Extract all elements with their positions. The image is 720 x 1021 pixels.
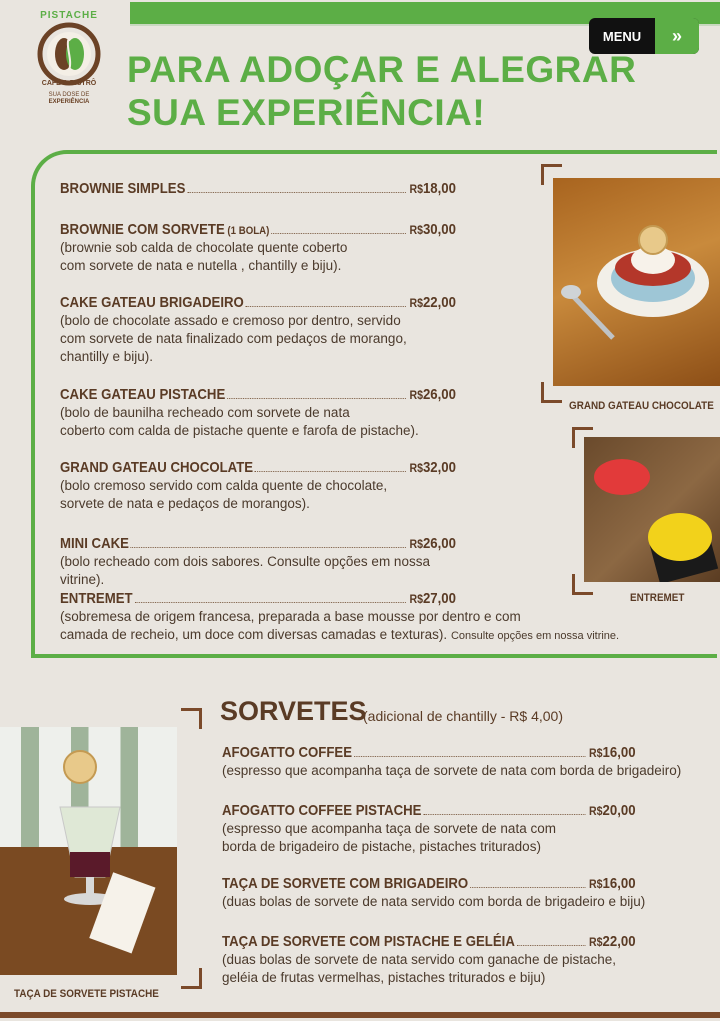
dot-leader xyxy=(423,813,585,815)
menu-item xyxy=(60,459,460,513)
item-price: R$32,00 xyxy=(409,459,456,476)
dot-leader xyxy=(271,232,406,234)
item-price: R$18,00 xyxy=(409,180,456,197)
logo-top-text: PISTACHE xyxy=(40,10,98,21)
item-description: (duas bolas de sorvete de nata servido com borda de brigadeiro e biju) xyxy=(222,894,646,909)
section-title: SORVETES xyxy=(220,696,367,726)
item-description: (bolo de baunilha recheado com sorvete de nata coberto com calda de pistache quente e farofa de pistache). xyxy=(60,405,419,438)
page-title-line-2: SUA EXPERIÊNCIA! xyxy=(127,92,486,133)
dot-leader xyxy=(255,470,406,472)
photo-caption: TAÇA DE SORVETE PISTACHE xyxy=(14,988,159,1000)
item-name: TAÇA DE SORVETE COM PISTACHE E GELÉIA xyxy=(222,933,515,950)
item-name: AFOGATTO COFFEE PISTACHE xyxy=(222,802,422,819)
item-description: (espresso que acompanha taça de sorvete de nata com borda de brigadeiro de pistache, pistaches triturados) xyxy=(222,821,556,854)
grand-gateau-photo xyxy=(553,178,720,386)
bottom-rule xyxy=(0,1012,720,1018)
menu-item xyxy=(60,294,460,366)
item-description: (bolo recheado com dois sabores. Consulte opções em nossa vitrine). xyxy=(60,554,430,587)
item-name: TAÇA DE SORVETE COM BRIGADEIRO xyxy=(222,875,469,892)
item-price: R$16,00 xyxy=(589,875,636,892)
frame-corner xyxy=(572,427,593,448)
menu-item xyxy=(60,535,460,589)
item-description: (brownie sob calda de chocolate quente coberto com sorvete de nata e nutella , chantilly e biju). xyxy=(60,240,348,273)
item-name: BROWNIE COM SORVETE xyxy=(60,221,225,238)
menu-item xyxy=(222,933,636,987)
logo-ring-text: CAFÉ & BISTRÔ xyxy=(41,80,97,87)
item-description: (bolo cremoso servido com calda quente de chocolate, sorvete de nata e pedaços de morangos). xyxy=(60,478,388,511)
menu-item xyxy=(60,221,460,275)
sundae-image xyxy=(0,727,177,975)
item-extra: (1 BOLA) xyxy=(227,225,270,237)
item-price: R$22,00 xyxy=(409,294,456,311)
frame-corner xyxy=(181,968,202,989)
page-title xyxy=(127,48,657,134)
menu-item xyxy=(222,802,636,856)
menu-button-label: MENU xyxy=(602,28,642,44)
item-note: Consulte opções em nossa vitrine. xyxy=(450,630,620,642)
logo-tagline-2: EXPERIÊNCIA xyxy=(48,99,90,105)
photo-caption: GRAND GATEAU CHOCOLATE xyxy=(569,400,714,412)
taca-sorvete-photo xyxy=(0,727,177,975)
item-price: R$30,00 xyxy=(409,221,456,238)
item-description: (duas bolas de sorvete de nata servido com ganache de pistache, geléia de frutas vermelhas, pistaches triturados e biju) xyxy=(222,952,616,985)
item-name: BROWNIE SIMPLES xyxy=(60,180,186,197)
dot-leader xyxy=(246,305,406,307)
logo-tagline-1: SUA DOSE DE xyxy=(48,92,90,98)
menu-item xyxy=(222,875,646,911)
item-name: GRAND GATEAU CHOCOLATE xyxy=(60,459,254,476)
item-name: CAKE GATEAU PISTACHE xyxy=(60,386,226,403)
pistache-logo xyxy=(28,10,110,110)
item-name: ENTREMET xyxy=(60,590,133,607)
menu-item xyxy=(60,180,460,197)
entremet-photo xyxy=(584,437,720,582)
frame-corner xyxy=(541,164,562,185)
menu-item xyxy=(222,744,682,780)
double-chevron-right-icon: » xyxy=(655,18,699,54)
item-name: MINI CAKE xyxy=(60,535,129,552)
item-price: R$26,00 xyxy=(409,535,456,552)
dot-leader xyxy=(187,191,406,193)
dot-leader xyxy=(134,601,406,603)
item-price: R$22,00 xyxy=(589,933,636,950)
item-description: (sobremesa de origem francesa, preparada a base mousse por dentro e com camada de recheio, um doce com diversas camadas e texturas). Consulte opções em nossa vitrine. xyxy=(60,609,620,642)
menu-item xyxy=(60,590,680,645)
item-price: R$20,00 xyxy=(589,802,636,819)
item-price: R$26,00 xyxy=(409,386,456,403)
frame-corner xyxy=(541,382,562,403)
dot-leader xyxy=(470,886,586,888)
dot-leader xyxy=(354,755,586,757)
item-price: R$16,00 xyxy=(589,744,636,761)
item-name: AFOGATTO COFFEE xyxy=(222,744,353,761)
photo-caption: ENTREMET xyxy=(630,592,685,604)
entremet-image xyxy=(584,437,720,582)
item-price: R$27,00 xyxy=(409,590,456,607)
item-description: (espresso que acompanha taça de sorvete de nata com borda de brigadeiro) xyxy=(222,763,682,778)
frame-corner xyxy=(572,574,593,595)
page-title-line-1: PARA ADOÇAR E ALEGRAR xyxy=(127,49,637,90)
menu-item xyxy=(60,386,460,440)
frame-corner xyxy=(181,708,202,729)
item-name: CAKE GATEAU BRIGADEIRO xyxy=(60,294,244,311)
dot-leader xyxy=(517,944,586,946)
item-description: (bolo de chocolate assado e cremoso por dentro, servido com sorvete de nata finalizado com pedaços de morango, chantilly e biju). xyxy=(60,313,407,364)
section-subtitle: (adicional de chantilly - R$ 4,00) xyxy=(363,708,563,724)
dessert-plate-image xyxy=(553,178,720,386)
dot-leader xyxy=(227,397,406,399)
dot-leader xyxy=(131,546,406,548)
